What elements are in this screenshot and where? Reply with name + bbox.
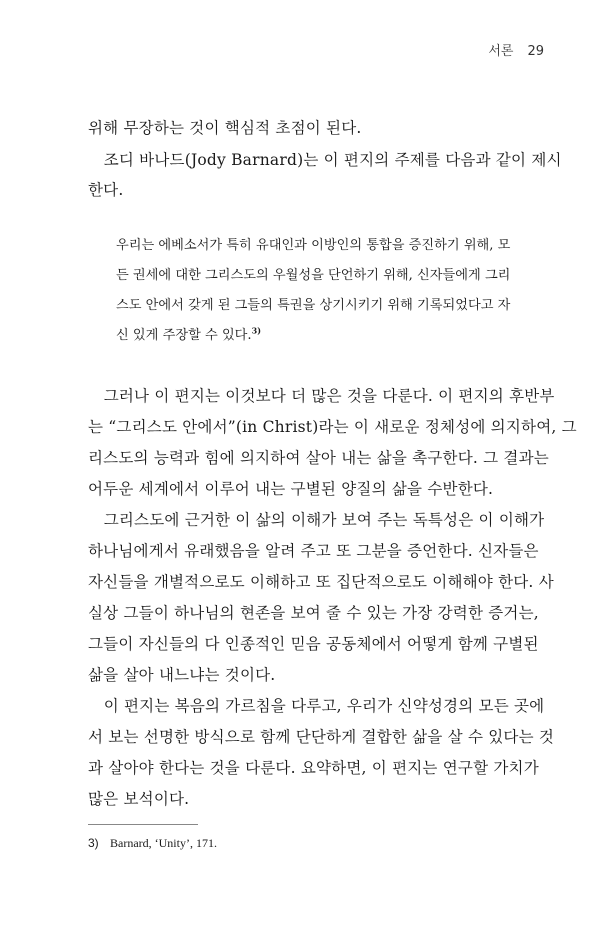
body-line: 실상 그들이 하나님의 현존을 보여 줄 수 있는 가장 강력한 증거는, (88, 604, 539, 622)
section-title: 서론 (488, 44, 514, 59)
body-line: 위해 무장하는 것이 핵심적 초점이 된다. (88, 119, 362, 137)
body-line: 자신들을 개별적으로도 이해하고 또 집단적으로도 이해해야 한다. 사 (88, 573, 554, 591)
block-quote-line: 우리는 에베소서가 특히 유대인과 이방인의 통합을 증진하기 위해, 모 (116, 238, 511, 253)
body-line: 삶을 살아 내느냐는 것이다. (88, 666, 276, 684)
footnote-ref: 3) (251, 325, 261, 336)
block-quote-line (116, 324, 536, 343)
body-line: 는 “그리스도 안에서”(in Christ)라는 이 새로운 정체성에 의지하여, 그 (88, 418, 577, 436)
body-line: 과 살아야 한다는 것을 다룬다. 요약하면, 이 편지는 연구할 가치가 (88, 759, 539, 777)
footnote-number: 3) (88, 836, 99, 850)
body-line: 그러나 이 편지는 이것보다 더 많은 것을 다룬다. 이 편지의 후반부 (88, 387, 555, 405)
block-quote-line: 스도 안에서 갖게 된 그들의 특권을 상기시키기 위해 기록되었다고 자 (116, 298, 511, 313)
body-line: 하나님에게서 유래했음을 알려 주고 또 그분을 증언한다. 신자들은 (88, 542, 539, 560)
block-quote-line: 든 권세에 대한 그리스도의 우월성을 단언하기 위해, 신자들에게 그리 (116, 268, 511, 283)
body-line: 한다. (88, 181, 124, 199)
body-line: 그리스도에 근거한 이 삶의 이해가 보여 주는 독특성은 이 이해가 (88, 511, 545, 529)
footnote-text: Barnard, ‘Unity’, 171. (110, 836, 217, 850)
quote-last-text: 신 있게 주장할 수 있다. (116, 328, 252, 343)
running-header (488, 40, 544, 59)
body-line: 리스도의 능력과 힘에 의지하여 살아 내는 삶을 촉구한다. 그 결과는 (88, 449, 549, 467)
body-line: 조디 바나드(Jody Barnard)는 이 편지의 주제를 다음과 같이 제시 (88, 151, 562, 169)
body-line: 이 편지는 복음의 가르침을 다루고, 우리가 신약성경의 모든 곳에 (88, 697, 545, 715)
body-line: 어두운 세계에서 이루어 내는 구별된 양질의 삶을 수반한다. (88, 480, 494, 498)
body-line: 서 보는 선명한 방식으로 함께 단단하게 결합한 삶을 살 수 있다는 것 (88, 728, 555, 746)
footnote (88, 836, 217, 851)
page-number: 29 (527, 44, 544, 59)
body-line: 많은 보석이다. (88, 790, 190, 808)
body-line: 그들이 자신들의 다 인종적인 믿음 공동체에서 어떻게 함께 구별된 (88, 635, 539, 653)
footnote-divider (88, 824, 198, 825)
